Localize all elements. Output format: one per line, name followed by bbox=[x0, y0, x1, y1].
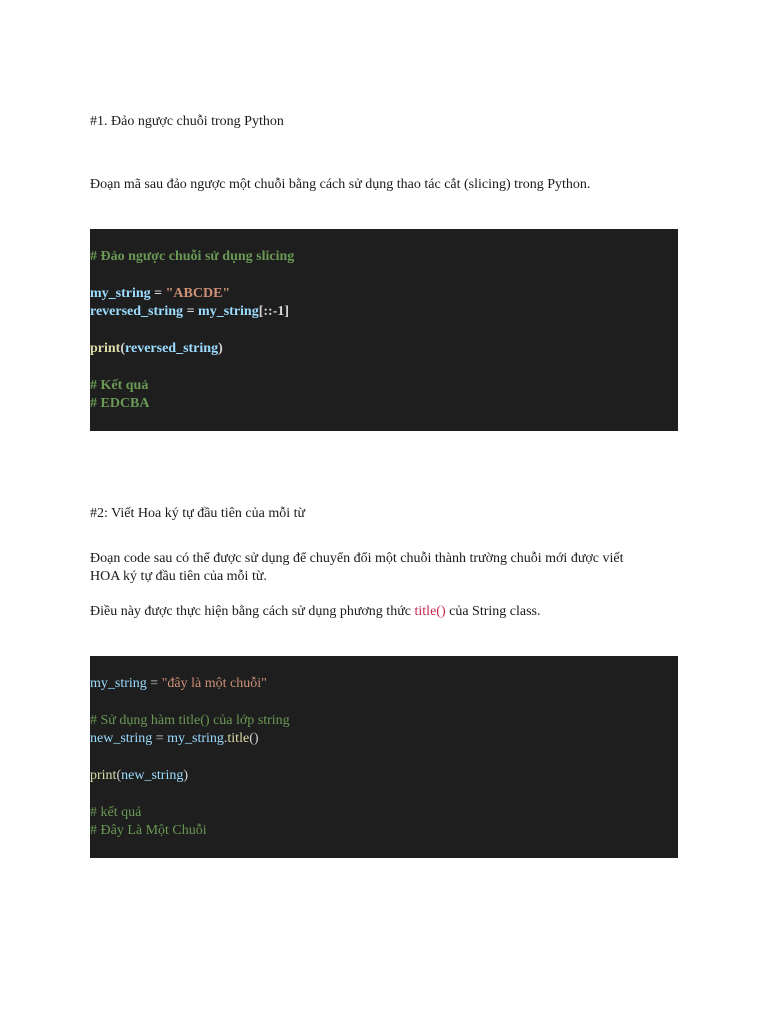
code-paren: ) bbox=[183, 768, 189, 783]
code-operator: = bbox=[150, 286, 166, 301]
section2-heading: #2: Viết Hoa ký tự đầu tiên của mỗi từ bbox=[90, 506, 306, 521]
section2-paragraph bbox=[90, 603, 678, 621]
code-block-reverse bbox=[90, 229, 678, 431]
code-operator: = bbox=[183, 304, 199, 319]
code-variable: reversed_string bbox=[90, 304, 184, 319]
code-line bbox=[90, 303, 289, 321]
code-operator: = bbox=[152, 731, 168, 746]
code-variable: new_string bbox=[90, 731, 153, 746]
code-variable: my_string bbox=[90, 286, 151, 301]
code-block-title bbox=[90, 656, 678, 858]
code-variable: my_string bbox=[90, 676, 147, 691]
code-paren: () bbox=[249, 731, 259, 746]
code-line bbox=[90, 285, 230, 303]
section2-intro-line1: Đoạn code sau có thể được sử dụng để chuyển đổi một chuỗi thành trường chuỗi mới được viết bbox=[90, 551, 624, 566]
code-function: print bbox=[90, 768, 117, 783]
code-comment: # kết quả bbox=[90, 805, 142, 820]
paragraph-text: của String class. bbox=[445, 604, 541, 619]
code-comment: # Đây Là Một Chuỗi bbox=[90, 823, 207, 838]
code-comment: # Kết quả bbox=[90, 378, 149, 393]
section1-intro: Đoạn mã sau đảo ngược một chuỗi bằng cách sử dụng thao tác cắt (slicing) trong Python. bbox=[90, 177, 591, 192]
code-dot: . bbox=[223, 731, 228, 746]
code-variable: my_string bbox=[167, 731, 224, 746]
code-paren: ) bbox=[218, 341, 223, 356]
code-operator: = bbox=[146, 676, 162, 691]
code-string: "đây là một chuỗi" bbox=[161, 676, 267, 691]
code-variable: reversed_string bbox=[125, 341, 219, 356]
code-string: "ABCDE" bbox=[165, 286, 231, 301]
inline-code-method: title() bbox=[414, 604, 446, 619]
paragraph-text: Điều này được thực hiện bằng cách sử dụng phương thức bbox=[90, 604, 415, 619]
code-function: print bbox=[90, 341, 121, 356]
code-paren: ( bbox=[116, 768, 122, 783]
code-line bbox=[90, 767, 188, 785]
code-comment: # Đảo ngược chuỗi sử dụng slicing bbox=[90, 249, 295, 264]
code-slice: [::-1] bbox=[258, 304, 290, 319]
code-variable: new_string bbox=[121, 768, 184, 783]
code-line bbox=[90, 675, 267, 693]
code-line bbox=[90, 730, 259, 748]
code-function: title bbox=[227, 731, 250, 746]
code-variable: my_string bbox=[198, 304, 259, 319]
section2-intro-line2: HOA ký tự đầu tiên của mỗi từ. bbox=[90, 569, 267, 584]
code-comment: # Sử dụng hàm title() của lớp string bbox=[90, 713, 290, 728]
code-line bbox=[90, 340, 223, 358]
code-comment: # EDCBA bbox=[90, 396, 150, 411]
code-paren: ( bbox=[120, 341, 126, 356]
section1-heading: #1. Đảo ngược chuỗi trong Python bbox=[90, 114, 284, 129]
